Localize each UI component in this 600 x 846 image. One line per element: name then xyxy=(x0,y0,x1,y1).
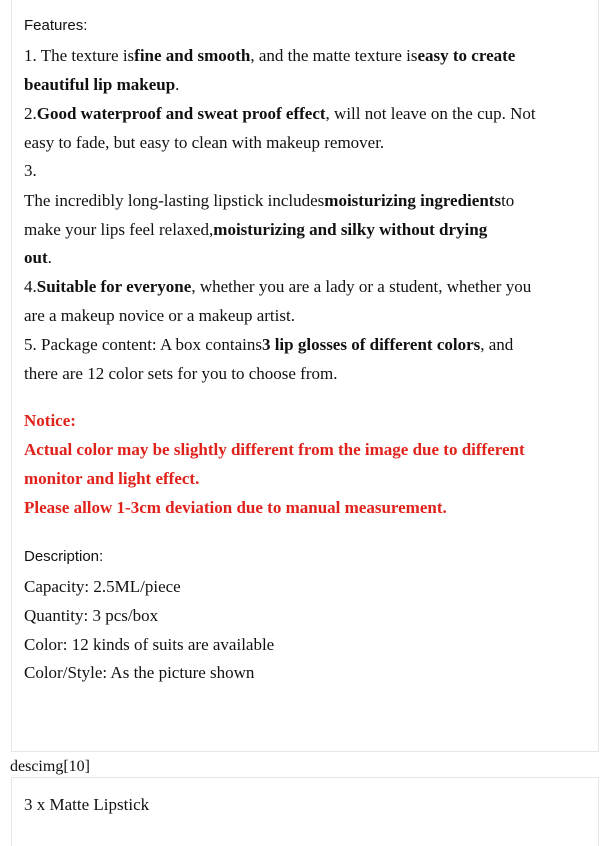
notice-heading: Notice: xyxy=(24,411,76,430)
notice-line-3: Please allow 1-3cm deviation due to manual measurement. xyxy=(24,498,447,517)
description-style: Color/Style: As the picture shown xyxy=(24,663,255,682)
feature-item-3-line2: make your lips feel relaxed,moisturizing and silky without drying xyxy=(24,220,488,239)
feature-item-5-line2: there are 12 color sets for you to choose from. xyxy=(24,364,338,383)
feature-item-3-line3: out. xyxy=(24,248,52,267)
notice-line-1: Actual color may be slightly different from the image due to different xyxy=(24,440,525,459)
feature-item-1-line1: 1. The texture isfine and smooth, and the matte texture iseasy to create xyxy=(24,46,516,65)
description-heading: Description: xyxy=(24,548,104,565)
description-color: Color: 12 kinds of suits are available xyxy=(24,635,275,654)
feature-item-1-line2: beautiful lip makeup. xyxy=(24,75,180,94)
description-quantity: Quantity: 3 pcs/box xyxy=(24,606,159,625)
feature-item-3-number: 3. xyxy=(24,161,37,180)
image-caption: descimg[10] xyxy=(10,758,90,775)
notice-line-2: monitor and light effect. xyxy=(24,469,200,488)
feature-item-4-line1: 4.Suitable for everyone, whether you are a lady or a student, whether you xyxy=(24,277,532,296)
feature-item-5-line1: 5. Package content: A box contains3 lip glosses of different colors, and xyxy=(24,335,514,354)
features-heading: Features: xyxy=(24,17,88,34)
package-text: 3 x Matte Lipstick xyxy=(24,795,150,814)
feature-item-2-line1: 2.Good waterproof and sweat proof effect, will not leave on the cup. Not xyxy=(24,104,536,123)
feature-item-2-line2: easy to fade, but easy to clean with makeup remover. xyxy=(24,133,385,152)
description-capacity: Capacity: 2.5ML/piece xyxy=(24,577,181,596)
feature-item-4-line2: are a makeup novice or a makeup artist. xyxy=(24,306,295,325)
feature-item-3-line1: The incredibly long-lasting lipstick includesmoisturizing ingredientsto xyxy=(24,191,515,210)
